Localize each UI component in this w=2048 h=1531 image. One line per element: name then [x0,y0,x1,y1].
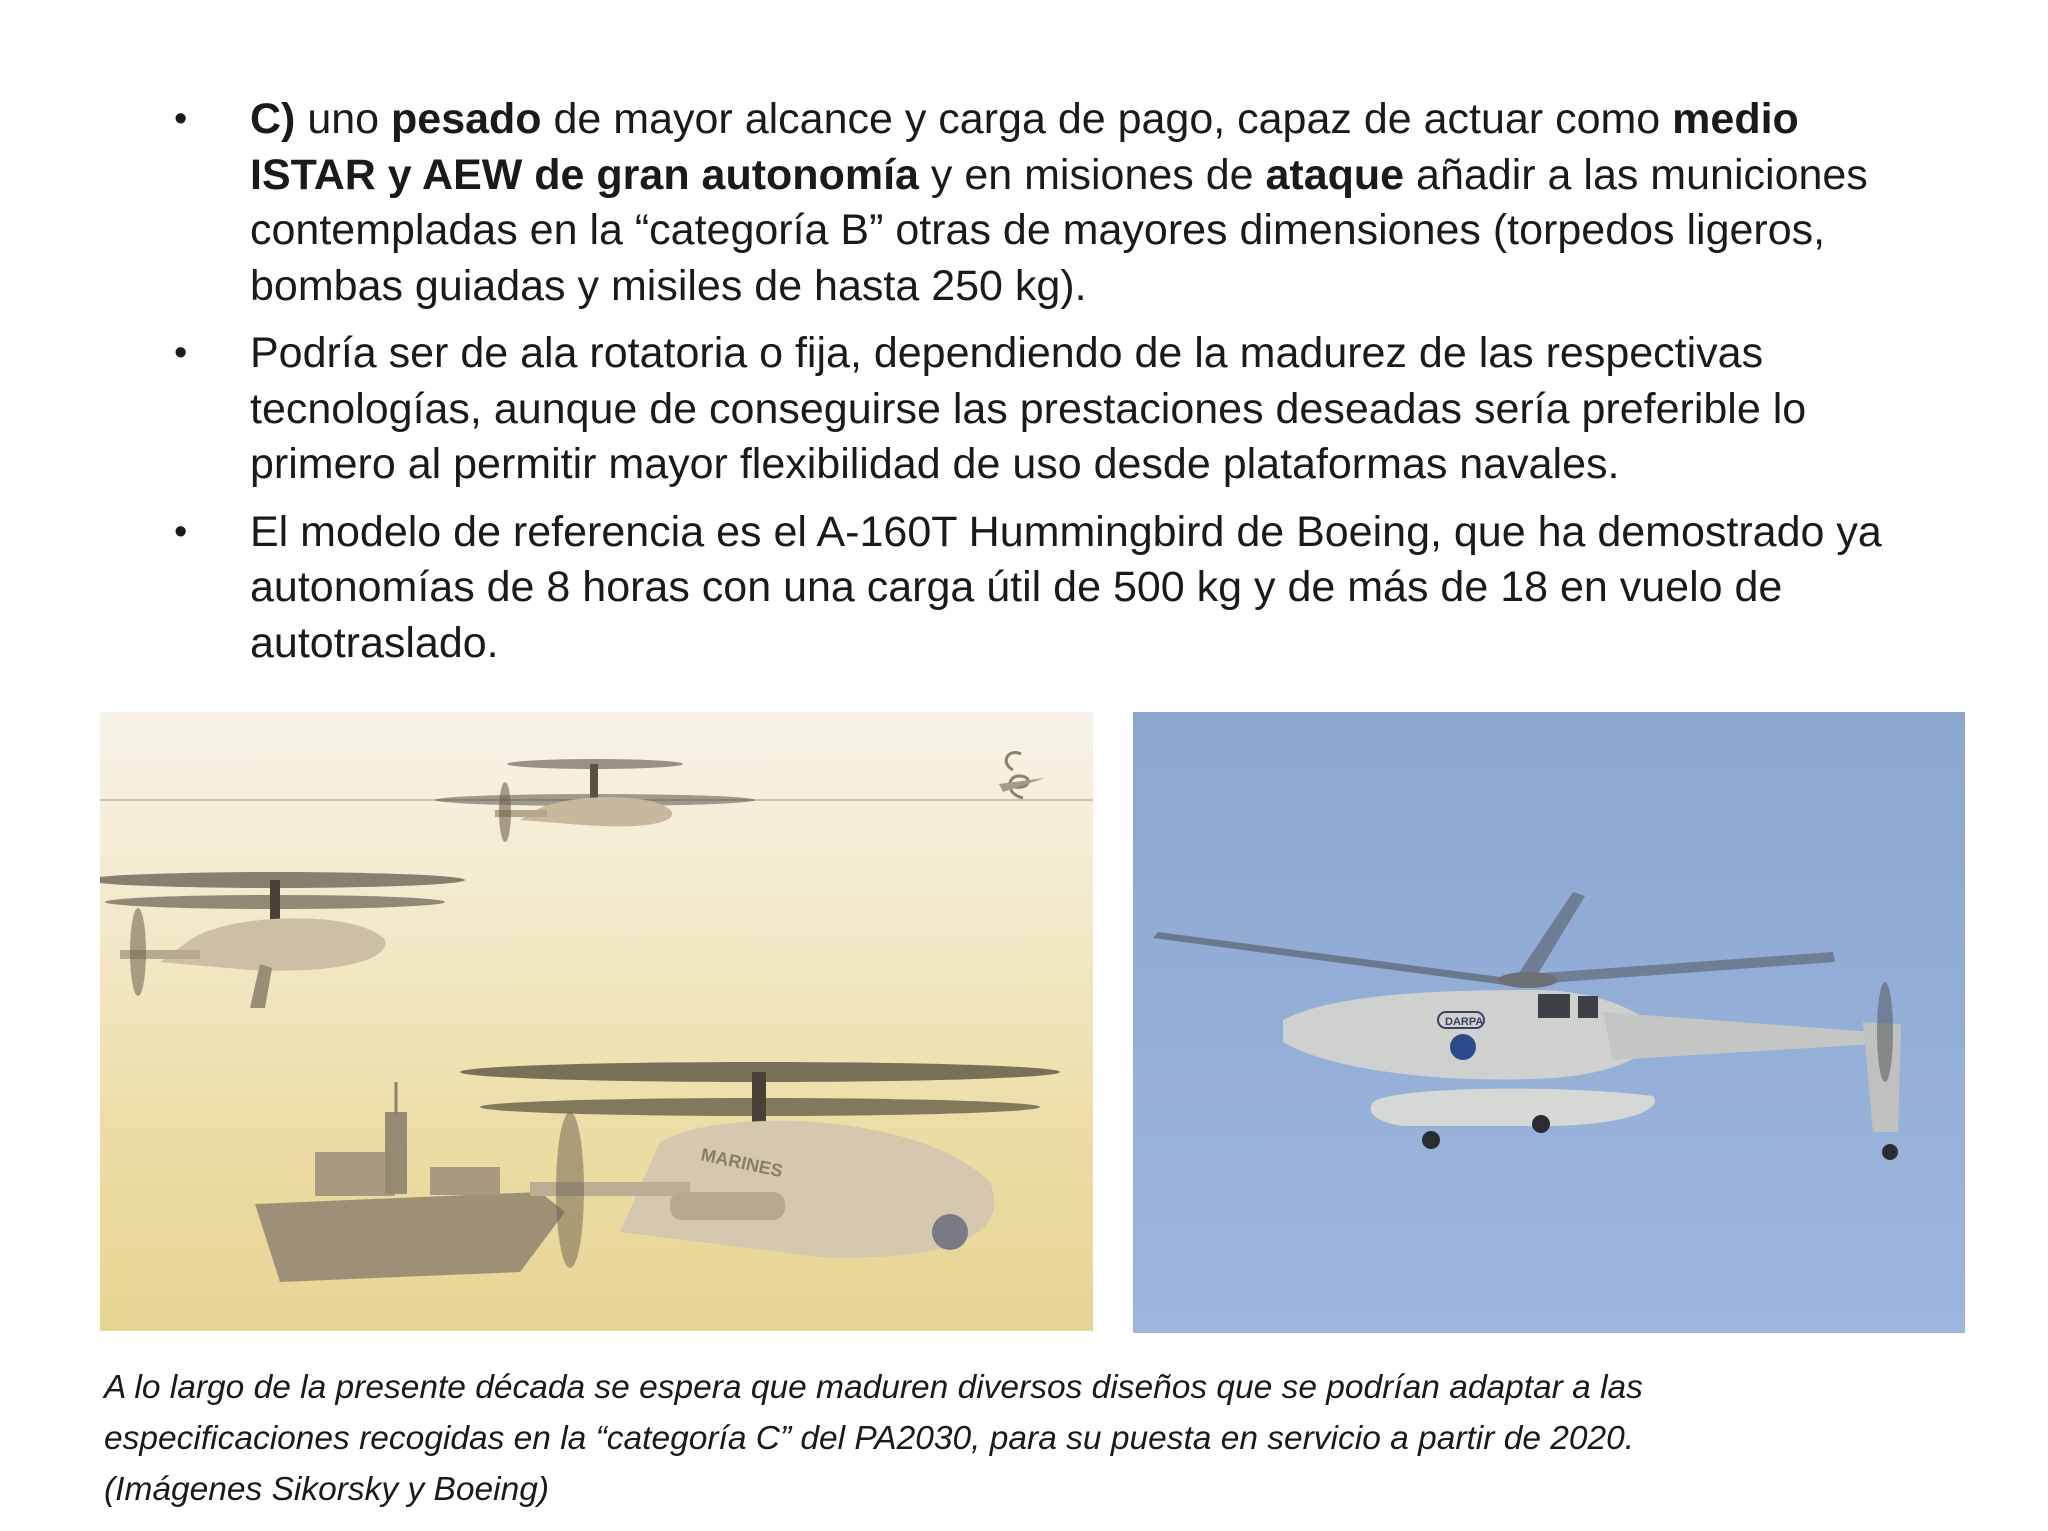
bullet-text [250,95,1868,310]
bullet-segment: de mayor alcance y carga de pago, capaz de actuar como [541,95,1673,143]
bullet-item-modelo-referencia [170,505,1910,672]
helicopter-label: MARINES [699,1144,785,1182]
sikorsky-concept-image [100,712,1093,1331]
darpa-label: DARPA [1445,1016,1484,1028]
belly-pod [1371,1089,1655,1149]
bullet-segment: C) [250,95,296,143]
bullet-segment: ataque [1265,150,1405,199]
a160t-helicopter-illustration [1133,712,1965,1333]
sikorsky-logo [999,753,1045,798]
bullet-item-categoria-c [170,92,1910,314]
ship [255,1082,565,1282]
bullet-segment: uno [295,95,392,143]
fuselage [1283,982,1901,1160]
figure-caption [104,1362,1984,1515]
bullet-segment: pesado [391,95,542,143]
bullet-segment: y en misiones de [918,150,1266,199]
bullet-segment: añadir a las municiones contempladas en la “categoría B” otras de mayores dimensiones (torpedos ligeros, bombas guiadas y misiles de hasta 250 kg). [250,150,1868,310]
sikorsky-helicopters-illustration [100,712,1093,1331]
caption-line: (Imágenes Sikorsky y Boeing) [104,1471,549,1508]
caption-line: A lo largo de la presente década se espera que maduren diversos diseños que se podrían adaptar a las [104,1369,1643,1406]
bullet-list [170,92,1910,683]
bullet-segment: medio ISTAR y AEW de gran autonomía [250,95,1799,199]
bullet-marker: • [174,98,188,140]
helicopter-mid [100,872,465,1008]
bullet-item-ala-rotatoria [170,326,1910,493]
helicopter-front [460,1062,1060,1268]
caption-line: especificaciones recogidas en la “categoría C” del PA2030, para su puesta en servicio a partir de 2020. [104,1420,1635,1457]
main-rotor [1153,892,1835,988]
boeing-hummingbird-image [1133,712,1965,1333]
bullet-text: El modelo de referencia es el A-160T Hummingbird de Boeing, que ha demostrado ya autonomías de 8 horas con una carga útil de 500 kg y de más de 18 en vuelo de autotraslado. [250,507,1882,667]
bullet-text: Podría ser de ala rotatoria o fija, dependiendo de la madurez de las respectivas tecnologías, aunque de conseguirse las prestaciones deseadas sería preferible lo primero al permitir mayor flexibilidad de uso desde plataformas navales. [250,329,1807,488]
bullet-marker: • [174,332,188,374]
bullet-marker: • [174,510,188,553]
helicopter-far [435,759,755,842]
